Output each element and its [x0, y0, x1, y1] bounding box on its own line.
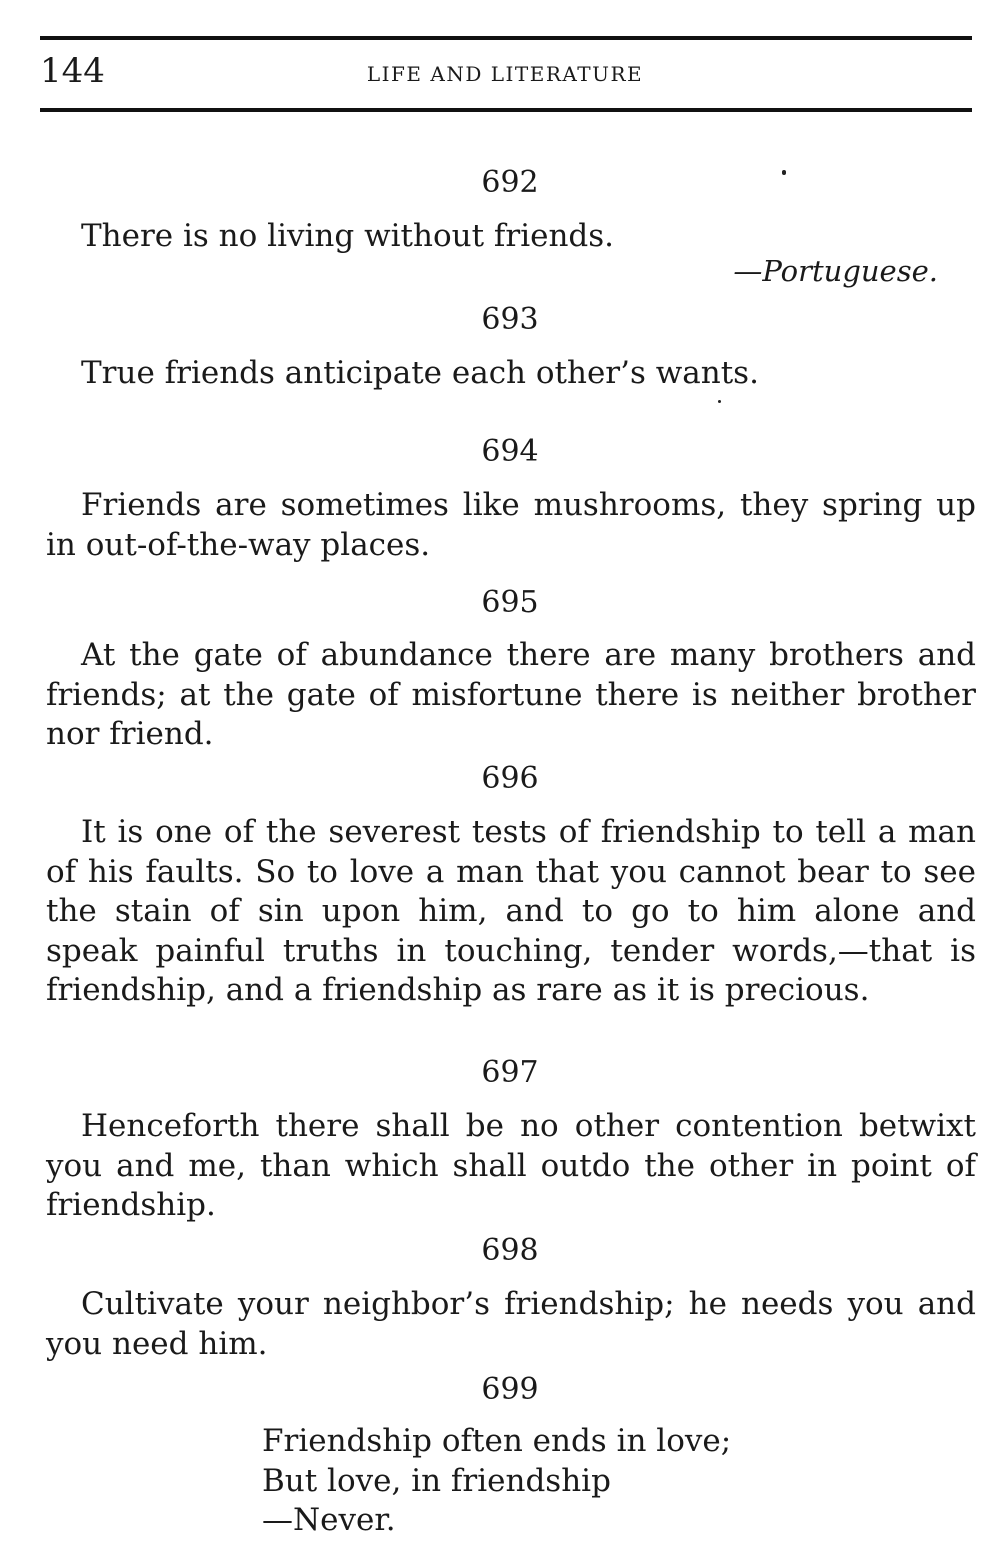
verse [262, 1422, 731, 1541]
entry-text: At the gate of abundance there are many brothers and friends; at the gate of misfortune there is neither brother nor friend. [46, 637, 976, 752]
entry-number: 693 [481, 302, 539, 337]
verse-line: —Never. [262, 1502, 396, 1538]
scan-speck [782, 170, 786, 175]
entry-number: 696 [481, 761, 539, 796]
entry-number: 695 [481, 585, 539, 620]
entry-number: 698 [481, 1233, 539, 1268]
entry-text: Henceforth there shall be no other contention betwixt you and me, than which shall outdo the other in point of friendship. [46, 1108, 976, 1223]
entry-text: Friends are sometimes like mushrooms, they spring up in out-of-the-way places. [46, 487, 976, 563]
entry-number: 692 [481, 165, 539, 200]
entry-text: Cultivate your neighbor’s friendship; he needs you and you need him. [46, 1286, 976, 1362]
verse-line: Friendship often ends in love; [262, 1423, 732, 1459]
running-title: LIFE AND LITERATURE [366, 62, 644, 86]
entry-attribution: —Portuguese. [733, 254, 938, 288]
entry-number: 697 [481, 1055, 539, 1090]
scan-speck [718, 400, 721, 403]
header-rule-top [40, 36, 972, 40]
entry-text: There is no living without friends. [81, 218, 615, 254]
entry-text: It is one of the severest tests of friendship to tell a man of his faults. So to love a man that you cannot bear to see the stain of sin upon him, and to go to him alone and speak painful truths in touching, tender words,—that is friendship, and a friendship as rare as it is precious. [46, 814, 976, 1008]
verse-line: But love, in friendship [262, 1462, 611, 1499]
entry-number: 694 [481, 434, 539, 469]
page-number: 144 [40, 51, 105, 91]
header-rule-bottom [40, 108, 972, 112]
entry-text: True friends anticipate each other’s wants. [81, 355, 759, 391]
entry-number: 699 [481, 1372, 539, 1407]
